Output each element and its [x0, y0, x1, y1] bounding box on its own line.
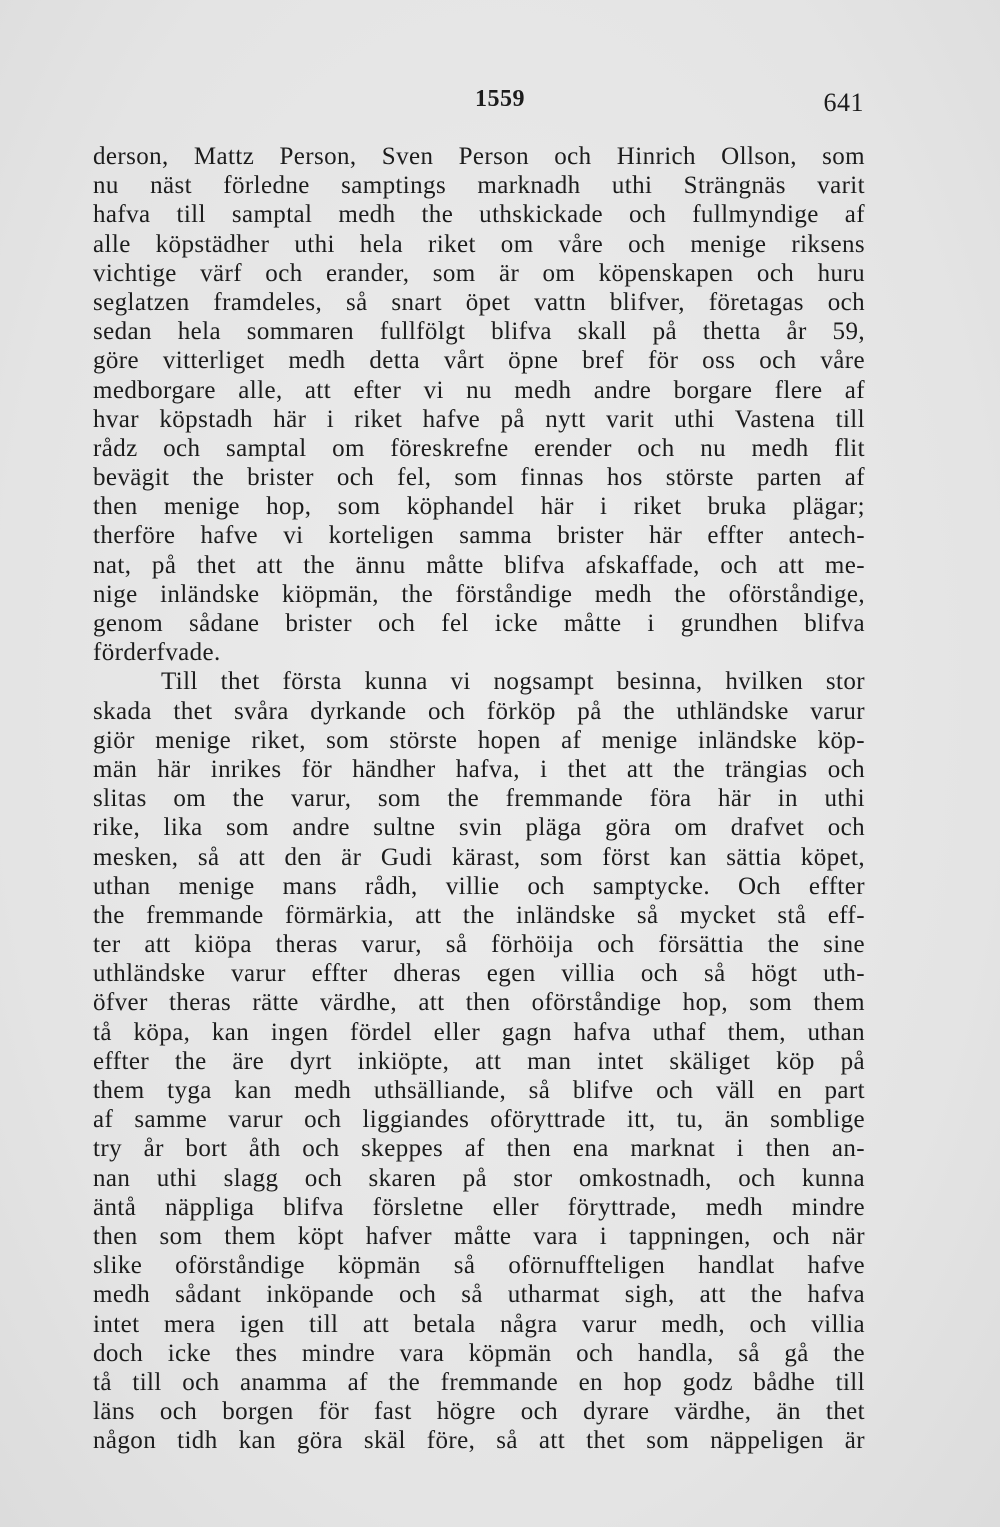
text-line: ter att kiöpa theras varur, så förhöija och försättia the sine: [93, 931, 865, 959]
text-line: them tyga kan medh uthsälliande, så blifve och väll en part: [93, 1077, 865, 1104]
text-line: rådz och samptal om föreskrefne erender och nu medh flit: [93, 434, 865, 462]
text-line: göre vitterliget medh detta vårt öpne bref för oss och våre: [93, 347, 865, 375]
text-line: uthan menige mans rådh, villie och samptycke. Och effter: [93, 872, 865, 900]
text-line: derson, Mattz Person, Sven Person och Hinrich Ollson, som: [93, 143, 865, 170]
text-line: alle köpstädher uthi hela riket om våre och menige riksens: [93, 230, 865, 258]
text-line: läns och borgen för fast högre och dyrare värdhe, än thet: [93, 1398, 865, 1426]
text-line: sedan hela sommaren fullfölgt blifva skall på thetta år 59,: [93, 318, 865, 346]
text-line: män här inrikes för händher hafva, i thet att the trängias och: [93, 755, 865, 783]
text-line: nu näst förledne samptings marknadh uthi Strängnäs varit: [93, 172, 865, 200]
paragraph-start-line: Till thet första kunna vi nogsampt besinna, hvilken stor: [161, 668, 865, 696]
text-line: intet mera igen till att betala några varur medh, och villia: [93, 1310, 865, 1338]
text-line: nan uthi slagg och skaren på stor omkostnadh, och kunna: [93, 1164, 865, 1192]
text-line: giör menige riket, som störste hopen af menige inländske köp-: [93, 726, 865, 754]
text-line: seglatzen framdeles, så snart öpet vattn blifver, företagas och: [93, 288, 865, 316]
text-line: förderfvade.: [93, 639, 221, 667]
page-number: 641: [823, 88, 864, 117]
text-line: vichtige värf och erander, som är om köpenskapen och huru: [93, 259, 865, 287]
text-line: slike oförståndige köpmän så oförnuffteligen handlat hafve: [93, 1252, 865, 1280]
text-line: äntå näppliga blifva försletne eller föryttrade, medh mindre: [93, 1193, 865, 1221]
body-text: [93, 142, 865, 1455]
text-line: bevägit the brister och fel, som finnas hos störste parten af: [93, 464, 865, 492]
text-line: skada thet svåra dyrkande och förköp på the uthländske varur: [93, 697, 865, 725]
text-line: rike, lika som andre sultne svin pläga göra om drafvet och: [93, 814, 865, 842]
text-line: hvar köpstadh här i riket hafve på nytt varit uthi Vastena till: [93, 405, 865, 433]
text-line: mesken, så att den är Gudi kärast, som först kan sättia köpet,: [93, 843, 865, 871]
text-line: någon tidh kan göra skäl före, så att thet som näppeligen är: [93, 1427, 865, 1455]
text-line: hafva till samptal medh the uthskickade och fullmyndige af: [93, 201, 865, 229]
text-line: tå till och anamma af the fremmande en hop godz bådhe till: [93, 1368, 865, 1396]
page-year-heading: 1559: [475, 86, 525, 112]
text-line: the fremmande förmärkia, att the inländske så mycket stå eff-: [93, 901, 865, 929]
text-line: therföre hafve vi korteligen samma brister här effter antech-: [93, 522, 865, 550]
text-line: doch icke thes mindre vara köpmän och handla, så gå the: [93, 1339, 865, 1367]
text-line: then menige hop, som köphandel här i riket bruka plägar;: [93, 493, 865, 521]
text-line: slitas om the varur, som the fremmande föra här in uthi: [93, 785, 865, 813]
text-line: try år bort åth och skeppes af then ena marknat i then an-: [93, 1135, 865, 1163]
text-line: af samme varur och liggiandes oföryttrade itt, tu, än somblige: [93, 1106, 865, 1134]
text-line: nige inländske kiöpmän, the förståndige medh the oförståndige,: [93, 580, 865, 608]
text-line: then som them köpt hafver måtte vara i tappningen, och när: [93, 1222, 865, 1250]
text-line: medh sådant inköpande och så utharmat sigh, att the hafva: [93, 1281, 865, 1309]
text-line: nat, på thet att the ännu måtte blifva afskaffade, och att me-: [93, 551, 865, 579]
text-line: effter the äre dyrt inkiöpte, att man intet skäliget köp på: [93, 1047, 865, 1075]
text-line: öfver theras rätte värdhe, att then oförståndige hop, som them: [93, 989, 865, 1017]
text-line: uthländske varur effter dheras egen villia och så högt uth-: [93, 960, 865, 988]
text-line: tå köpa, kan ingen fördel eller gagn hafva uthaf them, uthan: [93, 1018, 865, 1046]
text-line: medborgare alle, att efter vi nu medh andre borgare flere af: [93, 376, 865, 404]
text-line: genom sådane brister och fel icke måtte i grundhen blifva: [93, 610, 865, 637]
